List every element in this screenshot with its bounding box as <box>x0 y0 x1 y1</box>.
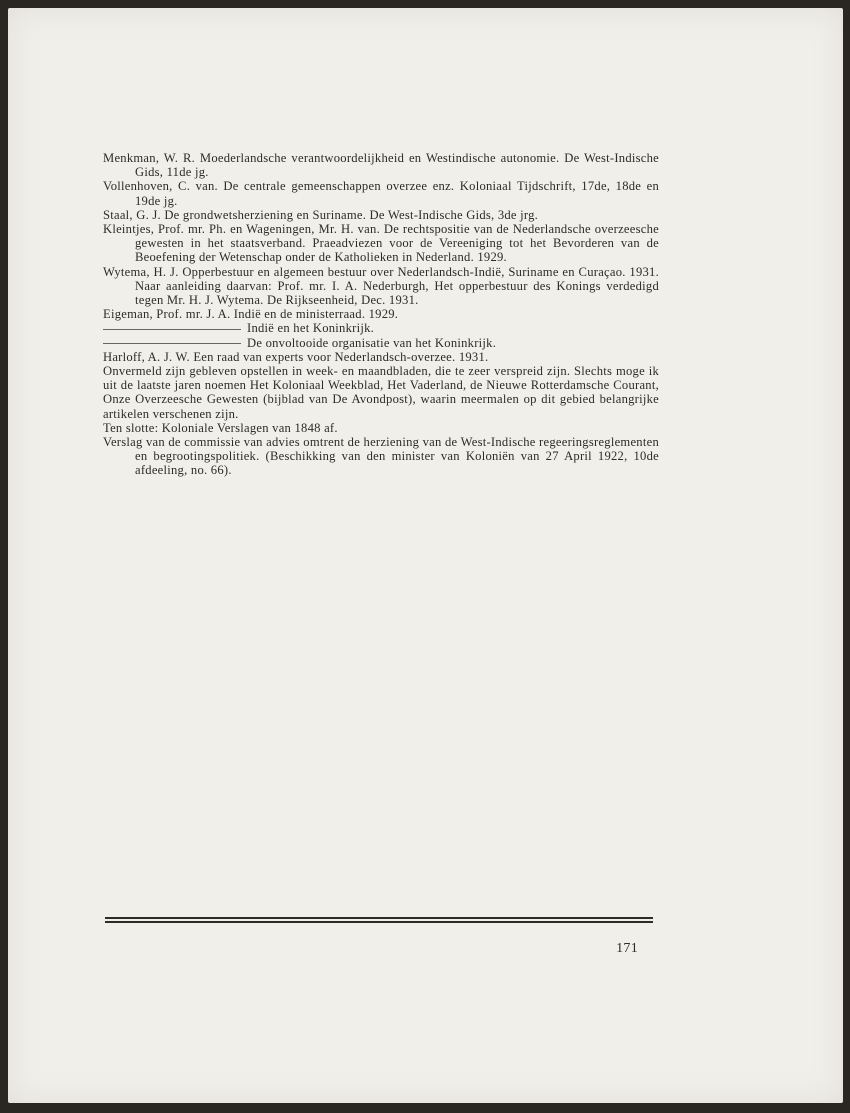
bibliography-entry: Harloff, A. J. W. Een raad van experts voor Nederlandsch-overzee. 1931. <box>103 349 489 364</box>
bibliography-entry: Wytema, H. J. Opperbestuur en algemeen bestuur over Nederlandsch-Indië, Suriname en Curaçao. 1931. Naar aanleiding daarvan: Prof. mr. I. A. Nederburgh, Het opperbestuur des Konings verdedigd tegen Mr. H. J. Wytema. De Rijkseenheid, Dec. 1931. <box>103 264 659 308</box>
bibliography-list <box>103 151 659 478</box>
same-author-dash <box>103 329 241 330</box>
entry-title: Indië en het Koninkrijk. <box>247 321 375 336</box>
bibliography-entry-same-author <box>103 336 659 350</box>
bibliography-entry: Staal, G. J. De grondwetsherziening en Suriname. De West-Indische Gids, 3de jrg. <box>103 207 539 222</box>
bibliography-entry: Vollenhoven, C. van. De centrale gemeenschappen overzee enz. Koloniaal Tijdschrift, 17de, 18de en 19de jg. <box>103 179 659 208</box>
footer-double-rule <box>105 917 653 923</box>
same-author-dash <box>103 343 241 344</box>
bibliography-entry-same-author <box>103 321 659 335</box>
bibliography-entry: Kleintjes, Prof. mr. Ph. en Wageningen, Mr. H. van. De rechtspositie van de Nederlandsche overzeesche gewesten in het staatsverband. Praeadviezen voor de Vereeniging tot het Bevorderen van de Beoefening der Wetenschap onder de Katholieken in Nederland. 1929. <box>103 222 659 265</box>
bibliography-entry: Ten slotte: Koloniale Verslagen van 1848 af. <box>103 420 338 435</box>
bibliography-entry: Menkman, W. R. Moederlandsche verantwoordelijkheid en Westindische autonomie. De West-Indische Gids, 11de jg. <box>103 151 659 180</box>
bibliography-entry: Eigeman, Prof. mr. J. A. Indië en de ministerraad. 1929. <box>103 307 399 322</box>
document-page <box>8 8 843 1103</box>
note-paragraph: Onvermeld zijn gebleven opstellen in week- en maandbladen, die te zeer verspreid zijn. Slechts moge ik uit de laatste jaren noemen Het Koloniaal Weekblad, Het Vaderland, de Nieuwe Rotterdamsche Courant, Onze Overzeesche Gewesten (bijblad van De Avondpost), waarin meermalen op dit gebied belangrijke artikelen verschenen zijn. <box>103 364 659 421</box>
page-number: 171 <box>616 941 638 956</box>
entry-title: De onvoltooide organisatie van het Koninkrijk. <box>247 335 497 350</box>
bibliography-entry: Verslag van de commissie van advies omtrent de herziening van de West-Indische regeeringsreglementen en begrootingspolitiek. (Beschikking van den minister van Koloniën van 27 April 1922, 10de afdeeling, no. 66). <box>103 435 659 478</box>
